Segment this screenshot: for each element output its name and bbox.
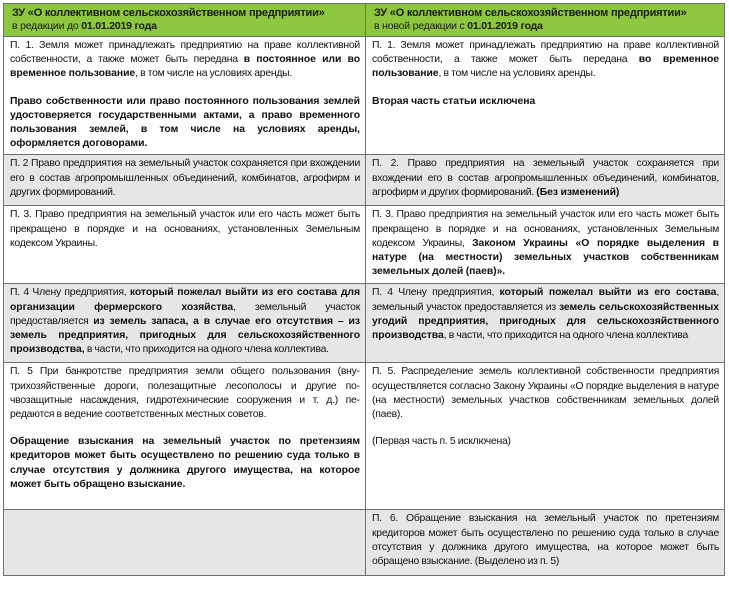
bold-text: Законом Украины «О порядке выделения в натуре (на местности) земельных участков собственникам земельных долей (паев)».	[372, 237, 719, 278]
clause-paragraph	[372, 157, 719, 200]
header-new-title: ЗУ «О коллективном сельскохозяйственном предприятии»	[374, 7, 687, 19]
clause-paragraph	[372, 512, 719, 569]
new-clause-1	[366, 37, 725, 155]
bold-text: земель сельскохозяйственных угодий предприятия, пригодных для сельскохозяйственного производства	[372, 301, 719, 342]
new-clause-4	[366, 284, 725, 363]
clause-paragraph	[372, 365, 719, 422]
clause-paragraph	[10, 435, 360, 492]
table-row	[4, 510, 725, 576]
clause-paragraph	[10, 208, 360, 251]
text: , земельный участок предоставляется	[10, 301, 360, 327]
text: П. 4 Члену предприятия,	[10, 287, 130, 299]
text: , в том числе на условиях аренды.	[438, 68, 596, 80]
text: , в части, что приходится на одного члена коллектива	[443, 330, 688, 342]
text: П. 6. Обращение взыскания на земельный участок по претензиям кредиторов может быть осуществлено по решению суда только в случае отсутствия у должника другого имущества, на которое может быть обращено взыскание. (Выделено из п. 5)	[372, 513, 719, 568]
text: П. 4 Члену предприятия,	[372, 287, 500, 299]
text: П. 2 Право предприятия на земельный участок сохраняется при вхождении его в состав агропромышленных объединений, комбинатов, агрофирм и других формирований.	[10, 158, 360, 198]
clause-paragraph	[10, 95, 360, 152]
clause-paragraph	[10, 39, 360, 82]
old-clause-6-empty	[4, 510, 366, 576]
header-new-prefix: в новой редакции с	[374, 20, 468, 32]
text: П. 5. Распределение земель коллективной собственности предприятия осуществляется согласно Закону Украины «О порядке выделения в натуре (на местности) земельных участков собственникам земельных долей (паев).	[372, 366, 719, 421]
clause-paragraph	[10, 286, 360, 357]
bold-text: (Без изменений)	[536, 186, 620, 198]
text: П. 1. Земля может принадлежать предприятию на праве коллективной собственности, а также может быть передана	[372, 40, 719, 66]
header-new-date: 01.01.2019 года	[467, 20, 543, 32]
old-clause-2	[4, 155, 366, 206]
text: П. 5 При банкротстве предприятия земли общего пользования (внутрихозяйственные дороги, полезащитные лесополосы и другие почвозащитные насаждения, гидротехнические сооружения и т. д.) передаются в ведение соответственных местных советов.	[10, 366, 360, 421]
text: П. 1. Земля может принадлежать предприятию на праве коллективной собственности, а также может быть передана	[10, 40, 360, 66]
clause-paragraph	[372, 95, 719, 109]
clause-paragraph	[372, 286, 719, 343]
bold-text: во временное пользование	[372, 54, 720, 80]
bold-text: Право собственности или право постоянного пользования землей удостоверяется государственными актами, а право временного пользования землей, в том числе на условиях аренды, оформляется договорами.	[10, 95, 360, 150]
text: , земельный участок предоставляется из	[372, 287, 720, 313]
bold-text: в постоянное или во временное пользование	[10, 54, 360, 80]
bold-text: Вторая часть статьи исключена	[372, 95, 536, 107]
header-new-edition	[366, 4, 725, 37]
old-clause-5	[4, 363, 366, 510]
bold-text: который пожелал выйти из его состава для организации фермерского хозяйства	[10, 287, 360, 313]
old-clause-4	[4, 284, 366, 363]
table-row	[4, 37, 725, 155]
table-row	[4, 155, 725, 206]
bold-text: который пожелал выйти из его состава	[499, 287, 717, 299]
header-old-edition	[4, 4, 366, 37]
text: П. 3. Право предприятия на земельный участок или его часть может быть прекращено в порядке и на основаниях, установленных Земельным кодексом Украины,	[372, 209, 719, 249]
text: в части, что приходится на одного члена коллектива.	[84, 344, 329, 356]
text: (Первая часть п. 5 исключена)	[372, 436, 511, 448]
new-clause-2	[366, 155, 725, 206]
header-old-title: ЗУ «О коллективном сельскохозяйственном предприятии»	[12, 7, 325, 19]
comparison-document	[3, 3, 724, 576]
table-row	[4, 284, 725, 363]
clause-paragraph	[372, 435, 719, 449]
header-old-subtitle	[12, 20, 357, 33]
text: П. 2. Право предприятия на земельный участок сохраняется при вхождении его в состав агропромышленных объединений, комбинатов, агрофирм и других формирований.	[372, 158, 719, 198]
table-row	[4, 363, 725, 510]
new-clause-3	[366, 206, 725, 284]
clause-paragraph	[10, 365, 360, 422]
bold-text: Обращение взыскания на земельный участок по претензиям кредиторов может быть осуществлено по решению суда только в случае отсутствия у должника другого имущества, на которое может быть обращено взыскание.	[10, 436, 360, 490]
header-new-subtitle	[374, 20, 716, 33]
header-old-date: 01.01.2019 года	[81, 20, 157, 32]
law-comparison-table	[3, 3, 725, 576]
clause-paragraph	[372, 39, 719, 82]
clause-paragraph	[10, 157, 360, 200]
old-clause-1	[4, 37, 366, 155]
new-clause-5	[366, 363, 725, 510]
old-clause-3	[4, 206, 366, 284]
bold-text: из земель запаса, а в случае его отсутствия – из земель предприятия, пригодных для сельскохозяйственного производства,	[10, 315, 360, 356]
new-clause-6	[366, 510, 725, 576]
text: , в том числе на условиях аренды.	[135, 68, 293, 80]
clause-paragraph	[372, 208, 719, 279]
table-row	[4, 206, 725, 284]
table-header-row	[4, 4, 725, 37]
text: П. 3. Право предприятия на земельный участок или его часть может быть прекращено в порядке и на основаниях, установленных Земельным кодексом Украины.	[10, 209, 360, 249]
header-old-prefix: в редакции до	[12, 20, 82, 32]
